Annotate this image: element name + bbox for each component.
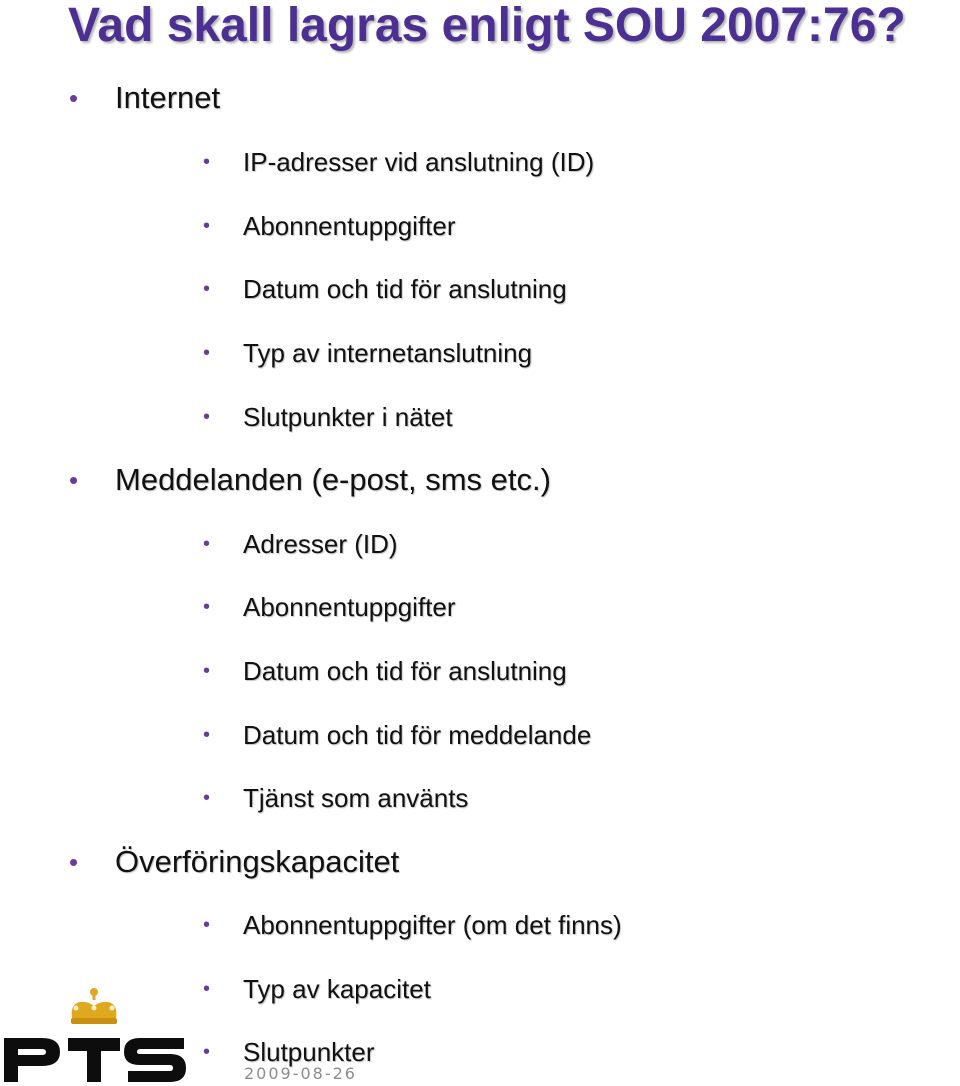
bullet-icon: • (203, 342, 211, 364)
item-label: Typ av internetanslutning (243, 338, 533, 368)
bullet-icon: • (69, 83, 79, 113)
bullet-icon: • (203, 914, 211, 936)
bullet-icon: • (69, 465, 79, 495)
bullet-icon: • (203, 724, 211, 746)
bullet-icon: • (203, 278, 211, 300)
list-item (203, 336, 533, 370)
item-label: IP-adresser vid anslutning (ID) (243, 147, 595, 177)
item-label: Datum och tid för anslutning (243, 274, 567, 304)
pts-wordmark (4, 1038, 186, 1082)
bullet-icon: • (203, 533, 211, 555)
crown-icon (71, 988, 117, 1024)
list-item (203, 972, 431, 1006)
item-label: Typ av kapacitet (243, 974, 431, 1004)
slide-title: Vad skall lagras enligt SOU 2007:76? (68, 0, 906, 52)
section-label: Överföringskapacitet (115, 844, 400, 879)
bullet-icon: • (203, 787, 211, 809)
item-label: Abonnentuppgifter (om det finns) (243, 910, 622, 940)
bullet-icon: • (203, 660, 211, 682)
item-label: Tjänst som använts (243, 783, 469, 813)
list-item (203, 145, 595, 179)
item-label: Abonnentuppgifter (243, 592, 456, 622)
list-item (203, 654, 567, 688)
item-label: Slutpunkter (243, 1037, 375, 1067)
bullet-icon: • (203, 215, 211, 237)
list-item (203, 908, 622, 942)
item-label: Adresser (ID) (243, 529, 398, 559)
section-label: Internet (115, 80, 221, 115)
section-overforingskapacitet (69, 842, 400, 882)
bullet-icon: • (203, 406, 211, 428)
list-item (203, 781, 469, 815)
list-item (203, 527, 398, 561)
bullet-icon: • (203, 1041, 211, 1063)
item-label: Datum och tid för meddelande (243, 720, 592, 750)
item-label: Abonnentuppgifter (243, 211, 456, 241)
list-item (203, 400, 453, 434)
list-item (203, 272, 567, 306)
list-item (203, 718, 592, 752)
item-label: Slutpunkter i nätet (243, 402, 453, 432)
section-internet (69, 78, 221, 118)
pts-logo (0, 984, 190, 1086)
bullet-icon: • (203, 978, 211, 1000)
bullet-icon: • (69, 847, 79, 877)
bullet-icon: • (203, 596, 211, 618)
section-label: Meddelanden (e-post, sms etc.) (115, 462, 551, 497)
item-label: Datum och tid för anslutning (243, 656, 567, 686)
list-item (203, 590, 456, 624)
list-item (203, 209, 456, 243)
footer-date: 2009-08-26 (244, 1064, 357, 1083)
section-meddelanden (69, 460, 551, 500)
bullet-icon: • (203, 151, 211, 173)
